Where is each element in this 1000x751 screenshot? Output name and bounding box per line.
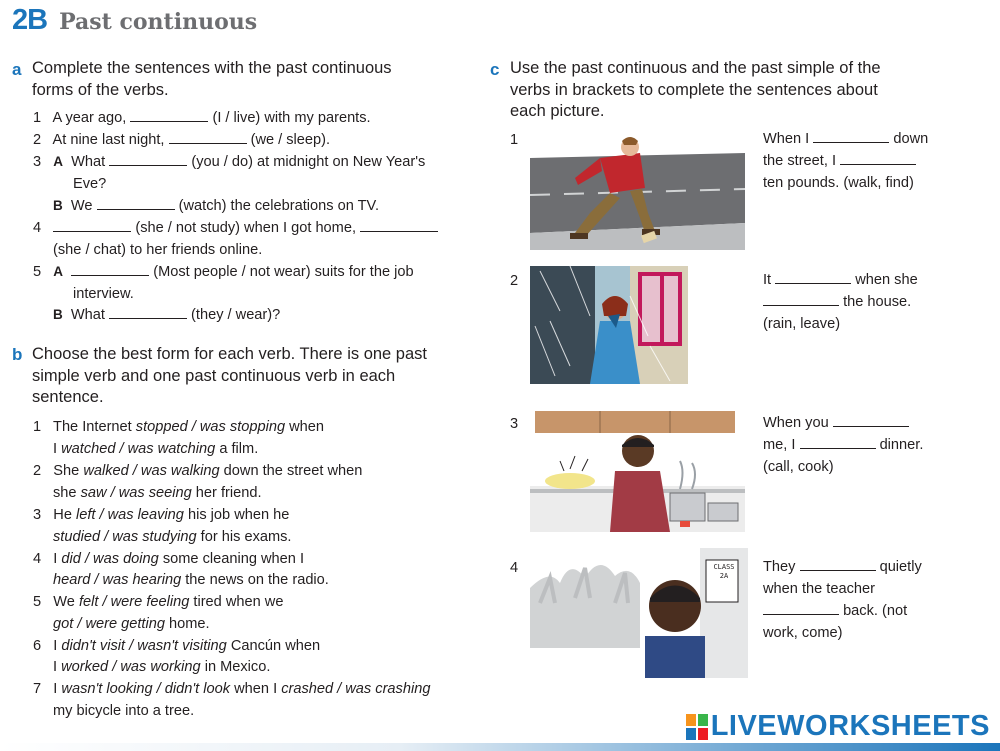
picture-4-number: 4 bbox=[510, 560, 519, 576]
choice-option[interactable]: crashed / was crashing bbox=[281, 681, 431, 697]
exercise-b-item-3-cont: studied / was studying for his exams. bbox=[53, 529, 292, 545]
answer-blank[interactable] bbox=[833, 413, 909, 427]
exercise-a-item-5a: 5 A (Most people / not wear) suits for the job bbox=[33, 264, 414, 280]
picture-4-line-2: when the teacher bbox=[763, 581, 875, 597]
answer-blank[interactable] bbox=[763, 601, 839, 615]
answer-blank[interactable] bbox=[800, 557, 876, 571]
picture-3-line-3: (call, cook) bbox=[763, 459, 834, 475]
answer-blank[interactable] bbox=[71, 262, 149, 276]
liveworksheets-logo bbox=[686, 710, 990, 743]
section-c-instructions: Use the past continuous and the past simple of the verbs in brackets to complete the sentences about each picture. bbox=[510, 59, 881, 120]
footer-bar bbox=[0, 743, 1000, 751]
choice-option[interactable]: did / was doing bbox=[61, 551, 159, 567]
answer-blank[interactable] bbox=[840, 151, 916, 165]
unit-header bbox=[12, 4, 257, 37]
choice-option[interactable]: studied / was studying bbox=[53, 529, 197, 545]
answer-blank[interactable] bbox=[109, 152, 187, 166]
picture-3-man-cooking bbox=[530, 411, 745, 532]
exercise-b-item-6: 6 I didn't visit / wasn't visiting Cancún when bbox=[33, 638, 321, 654]
picture-1-line-3: ten pounds. (walk, find) bbox=[763, 175, 914, 191]
choice-option[interactable]: worked / was working bbox=[61, 659, 201, 675]
answer-blank[interactable] bbox=[763, 292, 839, 306]
picture-1-man-walking bbox=[530, 133, 745, 250]
choice-option[interactable]: wasn't looking / didn't look bbox=[61, 681, 231, 697]
answer-blank[interactable] bbox=[97, 196, 175, 210]
choice-option[interactable]: saw / was seeing bbox=[80, 485, 192, 501]
picture-1-number: 1 bbox=[510, 132, 519, 148]
exercise-a-item-5a-cont: interview. bbox=[73, 286, 134, 302]
answer-blank[interactable] bbox=[360, 218, 438, 232]
picture-3-number: 3 bbox=[510, 416, 519, 432]
picture-2-woman-in-rain bbox=[530, 266, 688, 384]
section-c-letter: c bbox=[490, 60, 500, 79]
exercise-b-item-1-cont: I watched / was watching a film. bbox=[53, 441, 259, 457]
exercise-b-item-4-cont: heard / was hearing the news on the radio. bbox=[53, 572, 329, 588]
answer-blank[interactable] bbox=[813, 129, 889, 143]
section-a-instructions: Complete the sentences with the past continuous forms of the verbs. bbox=[32, 59, 392, 99]
picture-3-line-1: When you bbox=[763, 413, 909, 435]
exercise-b-item-5: 5 We felt / were feeling tired when we bbox=[33, 594, 284, 610]
exercise-a-item-5b: B What (they / wear)? bbox=[53, 307, 281, 323]
picture-4-line-1: They quietly bbox=[763, 559, 922, 575]
exercise-b-item-7-cont: my bicycle into a tree. bbox=[53, 703, 195, 719]
picture-2-number: 2 bbox=[510, 273, 519, 289]
answer-blank[interactable] bbox=[775, 270, 851, 284]
choice-option[interactable]: got / were getting bbox=[53, 616, 165, 632]
exercise-b-item-6-cont: I worked / was working in Mexico. bbox=[53, 659, 271, 675]
exercise-b-item-2-cont: she saw / was seeing her friend. bbox=[53, 485, 262, 501]
section-b-letter: b bbox=[12, 345, 23, 364]
choice-option[interactable]: heard / was hearing bbox=[53, 572, 182, 588]
exercise-a-item-1: 1 A year ago, (I / live) with my parents. bbox=[33, 110, 371, 126]
exercise-a-item-2: 2 At nine last night, (we / sleep). bbox=[33, 132, 331, 148]
unit-title: Past continuous bbox=[59, 9, 258, 35]
answer-blank[interactable] bbox=[169, 130, 247, 144]
exercise-a-item-3a-cont: Eve? bbox=[73, 176, 107, 192]
answer-blank[interactable] bbox=[800, 435, 876, 449]
exercise-b-item-7: 7 I wasn't looking / didn't look when I crashed / was crashing bbox=[33, 681, 431, 697]
choice-option[interactable]: didn't visit / wasn't visiting bbox=[61, 638, 227, 654]
picture-4-line-3: back. (not bbox=[763, 601, 907, 623]
exercise-a-item-3b: B We (watch) the celebrations on TV. bbox=[53, 198, 379, 214]
picture-3-line-2: me, I dinner. bbox=[763, 437, 924, 453]
choice-option[interactable]: stopped / was stopping bbox=[135, 419, 286, 435]
picture-2-line-1: It when she bbox=[763, 272, 918, 288]
exercise-b-item-4: 4 I did / was doing some cleaning when I bbox=[33, 551, 304, 567]
logo-text: LIVEWORKSHEETS bbox=[710, 710, 990, 742]
answer-blank[interactable] bbox=[53, 218, 131, 232]
picture-2-line-3: (rain, leave) bbox=[763, 316, 841, 332]
exercise-b-item-2: 2 She walked / was walking down the street when bbox=[33, 463, 363, 479]
exercise-b-item-5-cont: got / were getting home. bbox=[53, 616, 210, 632]
choice-option[interactable]: walked / was walking bbox=[83, 463, 220, 479]
exercise-a-item-4-cont: (she / chat) to her friends online. bbox=[53, 242, 263, 258]
answer-blank[interactable] bbox=[109, 305, 187, 319]
picture-1-line-2: the street, I bbox=[763, 151, 916, 173]
choice-option[interactable]: watched / was watching bbox=[61, 441, 216, 457]
class-sign: CLASS 2A bbox=[713, 563, 735, 580]
choice-option[interactable]: left / was leaving bbox=[76, 507, 184, 523]
exercise-a-item-4: 4 (she / not study) when I got home, bbox=[33, 218, 438, 238]
picture-1-line-1: When I down bbox=[763, 131, 929, 147]
unit-number: 2B bbox=[12, 4, 48, 36]
answer-blank[interactable] bbox=[130, 108, 208, 122]
section-b-instructions: Choose the best form for each verb. There is one past simple verb and one past continuous verb in each sentence. bbox=[32, 345, 427, 406]
exercise-b-item-3: 3 He left / was leaving his job when he bbox=[33, 507, 290, 523]
picture-2-line-2: the house. bbox=[763, 292, 911, 314]
section-a-letter: a bbox=[12, 60, 22, 79]
picture-4-line-4: work, come) bbox=[763, 625, 843, 641]
exercise-a-item-3a: 3 A What (you / do) at midnight on New Year's bbox=[33, 154, 426, 170]
choice-option[interactable]: felt / were feeling bbox=[79, 594, 190, 610]
exercise-b-item-1: 1 The Internet stopped / was stopping when bbox=[33, 419, 325, 435]
logo-icon bbox=[686, 714, 708, 740]
